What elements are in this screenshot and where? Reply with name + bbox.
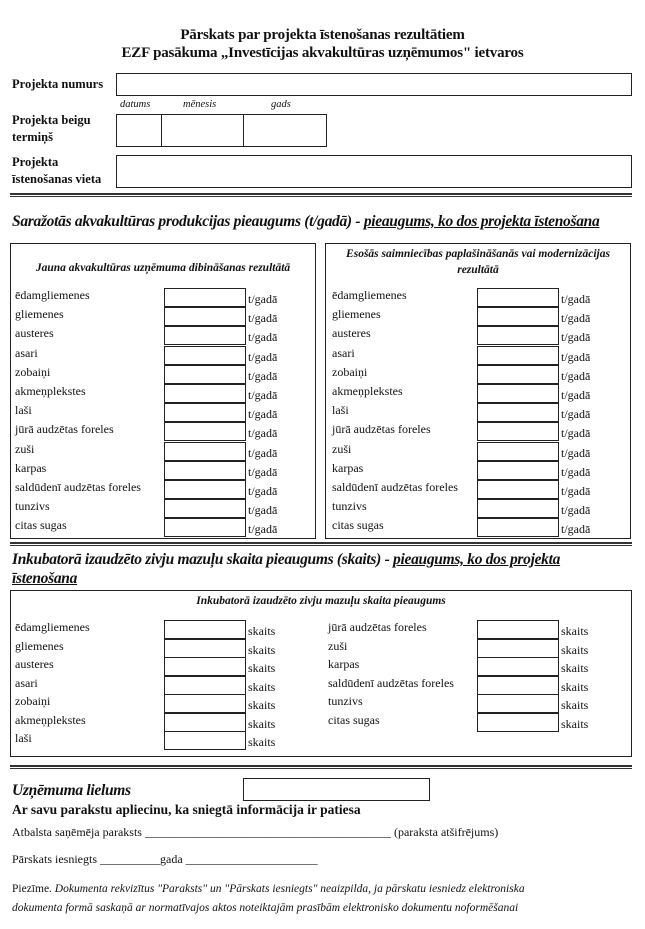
table-row	[332, 403, 632, 422]
species-label: citas sugas	[328, 712, 380, 727]
unit-label: t/gadā	[561, 503, 591, 518]
section1-title	[12, 211, 599, 232]
quantity-field[interactable]	[164, 326, 246, 345]
quantity-field[interactable]	[164, 518, 246, 537]
species-label: jūrā audzētas foreles	[15, 422, 114, 437]
quantity-field[interactable]	[477, 403, 559, 422]
signature-label: Atbalsta saņēmēja paraksts	[12, 825, 142, 839]
species-label: zobaiņi	[15, 694, 51, 708]
note-line-1: Dokumenta rekvizītus "Paraksts" un "Pārskats iesniegts" neaizpilda, ja pārskatu iesniedz elektroniska	[54, 883, 525, 895]
table-row	[15, 461, 315, 480]
table-row	[332, 326, 632, 345]
unit-label: t/gadā	[248, 484, 278, 498]
unit-label: skaits	[248, 642, 276, 657]
expansion-panel	[325, 243, 631, 539]
species-label: zobaiņi	[332, 364, 368, 379]
date-header-day: datums	[120, 99, 151, 110]
unit-label: t/gadā	[561, 368, 591, 383]
table-row	[15, 731, 315, 750]
species-label: tunzivs	[15, 499, 50, 514]
quantity-field[interactable]	[477, 518, 559, 537]
quantity-field[interactable]	[164, 676, 246, 695]
expansion-heading-1: Esošās saimniecības paplašināšanās vai modernizācijas	[346, 248, 610, 260]
new-enterprise-heading: Jauna akvakultūras uzņēmuma dibināšanas rezultātā	[35, 262, 291, 274]
quantity-field[interactable]	[477, 422, 559, 441]
quantity-field[interactable]	[164, 288, 246, 307]
page-title: Pārskats par projekta īstenošanas rezultātiem	[180, 27, 465, 43]
unit-label: skaits	[248, 698, 276, 712]
species-label: akmeņplekstes	[15, 712, 86, 727]
unit-label: t/gadā	[561, 292, 591, 306]
signature-line[interactable]: _________________________________________	[144, 825, 391, 839]
quantity-field[interactable]	[477, 384, 559, 403]
species-label: jūrā audzētas foreles	[332, 422, 431, 437]
unit-label: t/gadā	[248, 311, 278, 326]
species-label: gliemenes	[15, 307, 64, 322]
species-label: laši	[15, 403, 32, 418]
quantity-field[interactable]	[164, 422, 246, 441]
unit-label: skaits	[561, 698, 589, 712]
unit-label: t/gadā	[561, 464, 591, 479]
quantity-field[interactable]	[477, 288, 559, 307]
table-row	[15, 480, 315, 499]
quantity-field[interactable]	[477, 480, 559, 499]
hatchery-heading: Inkubatorā izaudzēto zivju mazuļu skaita pieaugums	[196, 595, 446, 607]
project-place-label-2: īstenošanas vieta	[12, 172, 102, 186]
unit-label: t/gadā	[561, 522, 591, 537]
quantity-field[interactable]	[477, 346, 559, 365]
species-label: akmeņplekstes	[15, 384, 86, 398]
species-label: saldūdenī audzētas foreles	[15, 480, 141, 494]
quantity-field[interactable]	[164, 307, 246, 326]
species-label: ēdamgliemenes	[15, 620, 90, 634]
unit-label: t/gadā	[248, 349, 278, 364]
divider	[10, 193, 632, 197]
species-label: karpas	[15, 460, 47, 475]
section2-title-main: Inkubatorā izaudzēto zivju mazuļu skaita pieaugums (skaits) -	[12, 551, 394, 568]
table-row	[15, 307, 315, 326]
species-label: gliemenes	[332, 307, 381, 322]
table-row	[328, 639, 628, 658]
species-label: zuši	[332, 441, 352, 456]
table-row	[15, 403, 315, 422]
table-row	[332, 346, 632, 365]
page-subtitle: EZF pasākuma „Investīcijas akvakultūras uzņēmumos" ietvaros	[121, 45, 524, 61]
divider	[10, 765, 632, 769]
species-label: saldūdenī audzētas foreles	[332, 480, 458, 494]
unit-label: t/gadā	[248, 503, 278, 518]
table-row	[332, 499, 632, 518]
section1-title-main: Saražotās akvakultūras produkcijas pieaugums (t/gadā) -	[12, 213, 364, 230]
species-label: asari	[15, 675, 38, 690]
unit-label: skaits	[561, 624, 589, 638]
unit-label: t/gadā	[248, 388, 278, 402]
species-label: ēdamgliemenes	[15, 288, 90, 302]
species-label: laši	[15, 731, 32, 745]
species-label: akmeņplekstes	[332, 384, 403, 398]
quantity-field[interactable]	[164, 442, 246, 461]
table-row	[332, 384, 632, 403]
species-label: karpas	[328, 657, 360, 671]
species-label: tunzivs	[328, 694, 363, 708]
quantity-field[interactable]	[164, 620, 246, 639]
species-label: laši	[332, 403, 349, 418]
table-row	[332, 480, 632, 499]
species-label: citas sugas	[332, 518, 384, 533]
quantity-field[interactable]	[164, 384, 246, 403]
quantity-field[interactable]	[477, 326, 559, 345]
table-row	[15, 442, 315, 461]
unit-label: skaits	[561, 716, 589, 731]
unit-label: t/gadā	[248, 522, 278, 537]
unit-label: t/gadā	[561, 407, 591, 422]
table-row	[15, 326, 315, 345]
date-header-year: gads	[271, 99, 291, 110]
species-label: austeres	[15, 326, 54, 341]
species-label: austeres	[15, 657, 54, 671]
quantity-field[interactable]	[477, 365, 559, 384]
unit-label: skaits	[248, 679, 276, 694]
hatchery-panel	[10, 590, 632, 757]
table-row	[15, 422, 315, 441]
section2-title-underlined-2: īstenošana	[12, 570, 78, 587]
unit-label: t/gadā	[248, 445, 278, 460]
unit-label: skaits	[248, 624, 276, 638]
unit-label: t/gadā	[561, 311, 591, 326]
quantity-field[interactable]	[164, 731, 246, 750]
section1-title-underlined: pieaugums, ko dos projekta īstenošana	[363, 213, 600, 230]
submitted-date-line[interactable]: ______________________	[185, 852, 318, 866]
table-row	[332, 288, 632, 307]
table-row	[332, 422, 632, 441]
table-row	[15, 694, 315, 713]
quantity-field[interactable]	[477, 461, 559, 480]
quantity-field[interactable]	[164, 499, 246, 518]
table-row	[15, 288, 315, 307]
project-place-label-1: Projekta	[12, 155, 59, 169]
species-label: zuši	[328, 638, 348, 653]
species-label: tunzivs	[332, 499, 367, 514]
quantity-field[interactable]	[477, 657, 559, 676]
unit-label: t/gadā	[248, 407, 278, 422]
species-label: karpas	[332, 460, 364, 475]
project-end-label-2: termiņš	[12, 130, 53, 144]
section2-title	[12, 549, 560, 570]
table-row	[15, 499, 315, 518]
submitted-year-line[interactable]: __________	[100, 852, 160, 866]
quantity-field[interactable]	[477, 713, 559, 732]
unit-label: t/gadā	[561, 388, 591, 402]
attestation-text: Ar savu parakstu apliecinu, ka sniegtā informācija ir patiesa	[12, 802, 361, 817]
unit-label: t/gadā	[248, 426, 278, 441]
table-row	[328, 620, 628, 639]
table-row	[15, 620, 315, 639]
species-label: austeres	[332, 326, 371, 341]
note-prefix: Piezīme.	[12, 883, 55, 895]
end-month-field[interactable]	[161, 114, 245, 147]
unit-label: t/gadā	[561, 426, 591, 441]
section2-title-line2	[12, 568, 77, 589]
quantity-field[interactable]	[164, 694, 246, 713]
species-label: zobaiņi	[15, 364, 51, 379]
quantity-field[interactable]	[164, 365, 246, 384]
unit-label: t/gadā	[248, 292, 278, 306]
table-row	[15, 639, 315, 658]
unit-label: skaits	[561, 642, 589, 657]
submitted-gada: gada	[160, 852, 183, 866]
table-row	[328, 676, 628, 695]
new-enterprise-panel	[10, 243, 316, 539]
divider	[10, 542, 632, 546]
project-number-label: Projekta numurs	[12, 77, 104, 91]
signature-row	[12, 825, 498, 840]
quantity-field[interactable]	[164, 346, 246, 365]
table-row	[328, 713, 628, 732]
table-row	[15, 713, 315, 732]
unit-label: t/gadā	[561, 484, 591, 498]
unit-label: t/gadā	[561, 445, 591, 460]
quantity-field[interactable]	[477, 307, 559, 326]
quantity-field[interactable]	[164, 639, 246, 658]
table-row	[15, 346, 315, 365]
end-year-field[interactable]	[243, 114, 327, 147]
end-day-field[interactable]	[116, 114, 163, 147]
species-label: saldūdenī audzētas foreles	[328, 675, 454, 690]
unit-label: skaits	[561, 661, 589, 675]
species-label: jūrā audzētas foreles	[328, 620, 427, 634]
quantity-field[interactable]	[477, 676, 559, 695]
species-label: asari	[332, 345, 355, 360]
quantity-field[interactable]	[477, 620, 559, 639]
unit-label: skaits	[248, 735, 276, 749]
project-number-field[interactable]	[116, 73, 632, 96]
company-size-field[interactable]	[243, 778, 430, 801]
unit-label: t/gadā	[248, 330, 278, 345]
quantity-field[interactable]	[477, 639, 559, 658]
note-line-2: dokumenta formā saskaņā ar normatīvajos aktos noteiktajām prasībām elektronisko dokumentu noformēšanai	[12, 902, 519, 914]
submitted-row	[12, 852, 318, 867]
table-row	[15, 657, 315, 676]
quantity-field[interactable]	[477, 694, 559, 713]
table-row	[15, 518, 315, 537]
table-row	[332, 307, 632, 326]
signature-suffix: (paraksta atšifrējums)	[393, 825, 499, 839]
unit-label: t/gadā	[561, 330, 591, 345]
quantity-field[interactable]	[164, 403, 246, 422]
species-label: asari	[15, 345, 38, 360]
section2-title-underlined: pieaugums, ko dos projekta	[393, 551, 561, 568]
quantity-field[interactable]	[164, 480, 246, 499]
species-label: citas sugas	[15, 518, 67, 533]
project-place-field[interactable]	[116, 155, 632, 188]
quantity-field[interactable]	[164, 657, 246, 676]
table-row	[328, 694, 628, 713]
note	[12, 880, 632, 918]
table-row	[332, 442, 632, 461]
quantity-field[interactable]	[477, 499, 559, 518]
table-row	[15, 676, 315, 695]
expansion-heading-2: rezultātā	[457, 264, 499, 276]
unit-label: skaits	[248, 661, 276, 675]
species-label: ēdamgliemenes	[332, 288, 407, 302]
quantity-field[interactable]	[164, 461, 246, 480]
submitted-label: Pārskats iesniegts	[12, 852, 97, 866]
unit-label: skaits	[561, 679, 589, 694]
species-label: gliemenes	[15, 638, 64, 653]
table-row	[332, 518, 632, 537]
table-row	[332, 365, 632, 384]
quantity-field[interactable]	[477, 442, 559, 461]
table-row	[15, 384, 315, 403]
table-row	[328, 657, 628, 676]
table-row	[15, 365, 315, 384]
unit-label: skaits	[248, 716, 276, 731]
unit-label: t/gadā	[561, 349, 591, 364]
date-header-month: mēnesis	[183, 99, 217, 110]
quantity-field[interactable]	[164, 713, 246, 732]
company-size-label: Uzņēmuma lielums	[12, 782, 131, 799]
unit-label: t/gadā	[248, 368, 278, 383]
species-label: zuši	[15, 441, 35, 456]
unit-label: t/gadā	[248, 464, 278, 479]
table-row	[332, 461, 632, 480]
project-end-label-1: Projekta beigu	[12, 113, 91, 127]
